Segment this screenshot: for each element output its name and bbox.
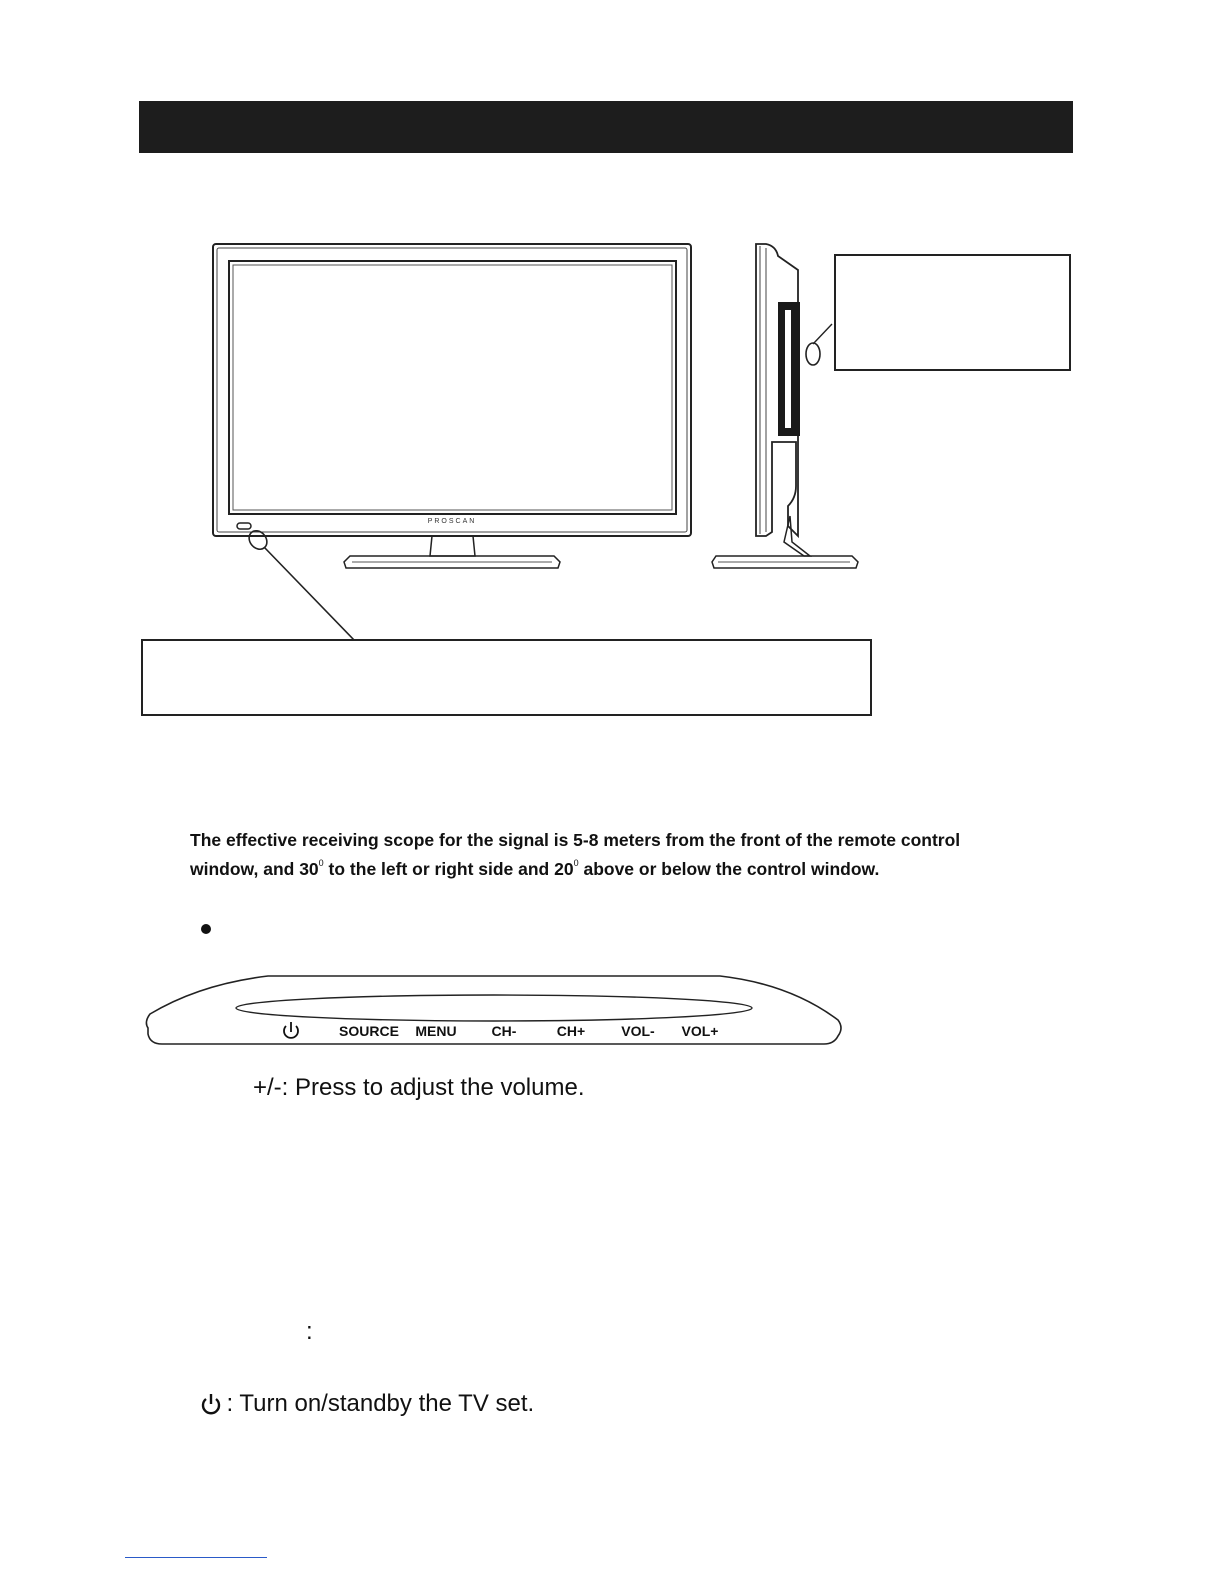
menu-button-label[interactable]: MENU <box>415 1023 457 1039</box>
degree-superscript: 0 <box>573 857 579 868</box>
callout-leader-line <box>240 525 370 645</box>
source-button-label[interactable]: SOURCE <box>339 1023 399 1039</box>
bullet-dot <box>201 924 211 934</box>
ch-plus-button-label[interactable]: CH+ <box>556 1023 586 1039</box>
side-panel-callout-box <box>834 254 1071 371</box>
power-icon <box>200 1391 222 1415</box>
signal-text-part2: to the left or right side and 20 <box>323 858 574 879</box>
signal-text-part1: The effective receiving scope for the signal is 5-8 meters from the front of the remote control window, and 30 <box>190 830 961 879</box>
ch-minus-button-label[interactable]: CH- <box>491 1023 517 1039</box>
volume-description: +/-: Press to adjust the volume. <box>253 1074 585 1101</box>
power-description-text: : Turn on/standby the TV set. <box>226 1390 535 1417</box>
signal-range-paragraph <box>190 829 980 880</box>
power-icon[interactable] <box>284 1022 298 1038</box>
section-header-bar <box>139 101 1073 153</box>
colon-only-line: : <box>306 1318 313 1345</box>
power-description <box>200 1390 534 1418</box>
signal-text-part3: above or below the control window. <box>578 858 880 879</box>
remote-sensor-callout-box <box>141 639 872 716</box>
footer-rule <box>125 1557 267 1558</box>
vol-minus-button-label[interactable]: VOL- <box>621 1023 655 1039</box>
tv-brand-label: PROSCAN <box>427 518 477 525</box>
vol-plus-button-label[interactable]: VOL+ <box>681 1023 719 1039</box>
degree-superscript: 0 <box>318 857 324 868</box>
control-panel-diagram <box>140 970 850 1052</box>
